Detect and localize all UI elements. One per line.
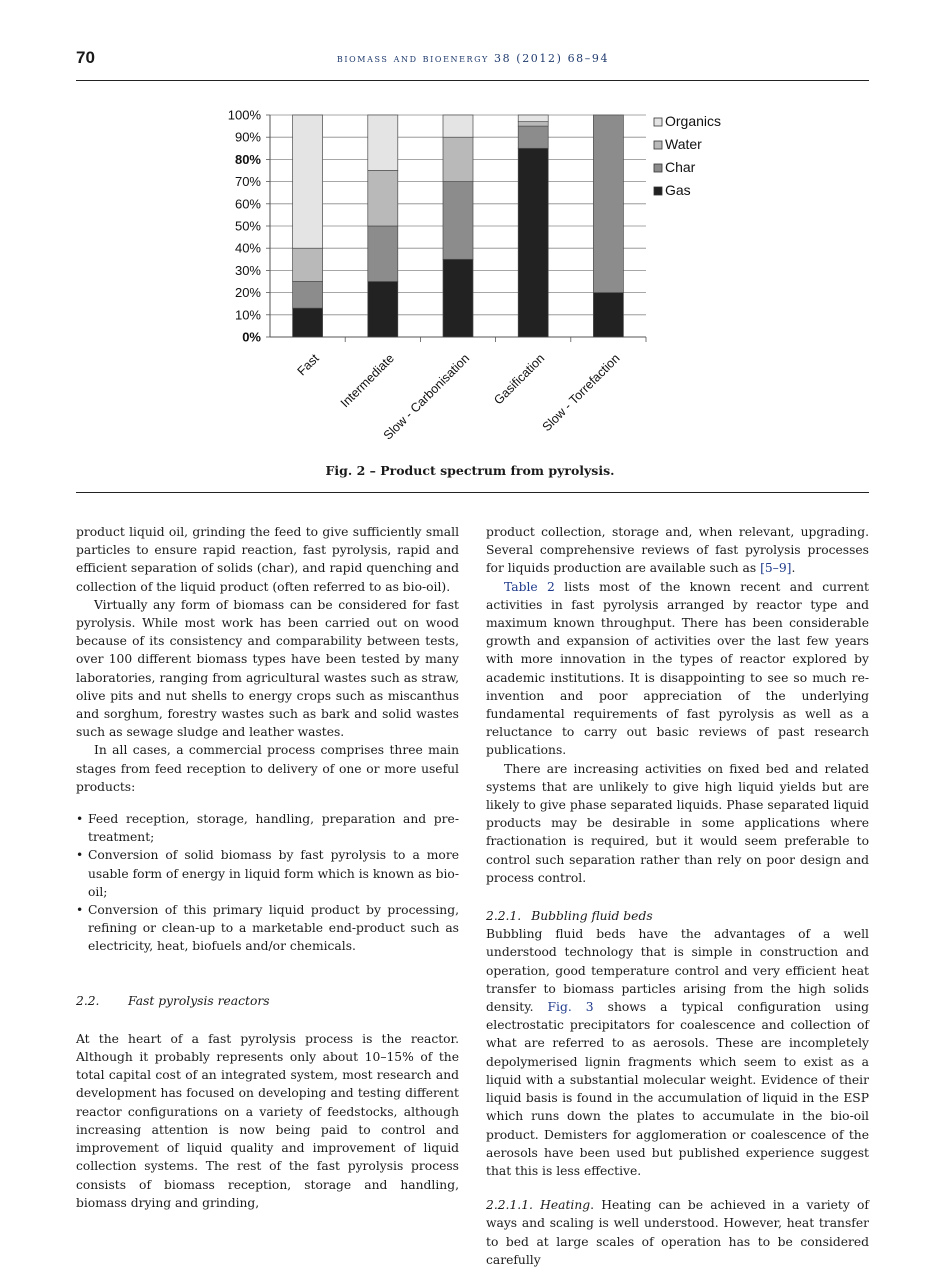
bar-segment-gas (593, 293, 623, 337)
list-item: • Conversion of solid biomass by fast pyrolysis to a more usable form of energy in liquid form which is known as bio-oil; (76, 846, 459, 901)
paragraph-text: . (791, 561, 796, 576)
x-tick-label: Fast (294, 351, 322, 379)
bar-segment-water (368, 171, 398, 227)
paragraph (486, 925, 869, 1180)
paragraph-text: lists most of the known recent and current activities in fast pyrolysis arranged by reactor type and maximum known throughput. There has been considerable growth and expansion of activities over the last few years with more innovation in the types of reactor explored by academic institutions. It is disappointing to see so much re-invention and poor appreciation of the underlying fundamental requirements of fast pyrolysis as well as a reluctance to carry out basic reviews of past research publications. (486, 579, 869, 758)
paragraph: product liquid oil, grinding the feed to give sufficiently small particles to ensure rapid reaction, fast pyrolysis, rapid and efficient separation of solids (char), and rapid quenching and collection of the liquid product (often referred to as bio-oil). (76, 525, 459, 594)
bar-segment-gas (518, 148, 548, 337)
y-tick-label: 70% (234, 174, 261, 190)
legend-label: Gas (665, 182, 691, 198)
y-tick-label: 100% (227, 107, 261, 123)
bar-segment-gas (293, 308, 323, 337)
bar-segment-organics (368, 115, 398, 171)
section-title: Fast pyrolysis reactors (128, 993, 270, 1008)
legend-swatch (654, 141, 662, 149)
y-tick-label: 30% (234, 262, 261, 278)
section-heading (76, 992, 459, 1010)
page-number: 70 (76, 48, 95, 67)
y-tick-label: 20% (234, 285, 261, 301)
paragraph: There are increasing activities on fixed bed and related systems that are unlikely to give high liquid yields but are likely to give phase separated liquids. Phase separated liquid products may be desirable in some applications where fractionation is required, but it would seem preferable to control such separation rather than rely on poor design and process control. (486, 761, 869, 885)
bar-segment-water (518, 122, 548, 126)
figure-caption: Fig. 2 – Product spectrum from pyrolysis. (325, 463, 615, 478)
paragraph-text: shows a typical configuration using electrostatic precipitators for coalescence and collection of what are referred to as aerosols. These are incompletely depolymerised lignin fragments which seem to exist as a liquid with a substantial molecular weight. Evidence of their liquid basis is found in the accumulation of liquid in the ESP which runs down the plates to accumulate in the bio-oil product. Demisters for agglomeration or coalescence of the aerosols have been used but published experience suggest that this is less effective. (486, 1000, 869, 1178)
paragraph: Virtually any form of biomass can be considered for fast pyrolysis. While most work has been carried out on wood because of its consistency and comparability between tests, over 100 different biomass types have been tested by many laboratories, ranging from agricultural wastes such as straw, olive pits and nut shells to energy crops such as miscanthus and sorghum, forestry wastes such as bark and solid wastes such as sewage sludge and leather wastes. (76, 597, 459, 740)
bar-segment-gas (368, 282, 398, 338)
header-rule (76, 80, 869, 81)
bar-segment-char (518, 126, 548, 148)
bar-segment-char (593, 115, 623, 293)
legend-swatch (654, 118, 662, 126)
running-head: biomass and bioenergy 38 (2012) 68–94 (336, 52, 610, 65)
subsection-number: 2.2.1. (486, 909, 522, 924)
bar-segment-char (443, 182, 473, 260)
paragraph-text: product collection, storage and, when relevant, upgrading. Several comprehensive reviews of fast pyrolysis processes for liquids production are available such as (486, 525, 869, 576)
list-item: • Conversion of this primary liquid product by processing, refining or clean-up to a marketable end-product such as electricity, heat, biofuels and/or chemicals. (76, 901, 459, 956)
paragraph (486, 523, 869, 578)
list-item: • Feed reception, storage, handling, preparation and pre-treatment; (76, 810, 459, 846)
bar-segment-char (368, 226, 398, 282)
bar-segment-water (293, 248, 323, 281)
reference-link[interactable]: [5–9] (760, 561, 792, 576)
subsection-title: Bubbling fluid beds (531, 909, 653, 924)
figure-chart (210, 98, 770, 462)
y-tick-label: 50% (234, 218, 261, 234)
figure-bottom-rule (76, 492, 869, 493)
paragraph: At the heart of a fast pyrolysis process is the reactor. Although it probably represents only about 10–15% of the total capital cost of an integrated system, most research and development has focused on developing and testing different reactor configurations on a variety of feedstocks, although increasing attention is now being paid to control and improvement of liquid quality and improvement of liquid collection systems. The rest of the fast pyrolysis process consists of biomass reception, storage and handling, biomass drying and grinding, (76, 1031, 459, 1210)
figure-link[interactable]: Fig. 3 (547, 1000, 594, 1015)
stacked-bar-chart (210, 98, 770, 458)
legend-label: Organics (665, 113, 722, 129)
subsection-heading (486, 907, 869, 925)
paragraph-text: Bubbling fluid beds have the advantages of a well understood technology that is simple in construction and operation, good temperature control and very efficient heat transfer to biomass particles arising from the high solids density. (486, 927, 869, 1015)
y-tick-label: 80% (234, 151, 261, 167)
paragraph (486, 578, 869, 760)
left-column (76, 523, 459, 1212)
legend-label: Char (665, 159, 696, 175)
table-link[interactable]: Table 2 (504, 579, 555, 594)
bar-segment-water (443, 137, 473, 181)
x-tick-label: Intermediate (337, 351, 397, 411)
paragraph-lead: 2.2.1.1. Heating (486, 1198, 591, 1213)
bar-segment-gas (443, 259, 473, 337)
y-tick-label: 40% (234, 240, 261, 256)
bar-segment-char (293, 282, 323, 309)
legend-swatch (654, 164, 662, 172)
y-tick-label: 0% (242, 329, 261, 345)
paragraph: In all cases, a commercial process comprises three main stages from feed reception to delivery of one or more useful products: (76, 743, 459, 794)
right-column (486, 523, 869, 1269)
paragraph (486, 1196, 869, 1269)
y-tick-label: 90% (234, 129, 261, 145)
section-number: 2.2. (76, 993, 100, 1008)
legend-swatch (654, 187, 662, 195)
y-tick-label: 10% (234, 307, 261, 323)
x-tick-label: Slow - Torrefaction (539, 351, 623, 435)
paragraph-text: . Heating can be achieved in a variety of ways and scaling is well understood. However, heat transfer to bed at large scales of operation has to be considered carefully (486, 1198, 869, 1267)
bar-segment-organics (443, 115, 473, 137)
bar-segment-organics (293, 115, 323, 248)
bullet-list (76, 810, 459, 956)
bar-segment-organics (518, 115, 548, 122)
x-tick-label: Slow - Carbonisation (380, 351, 473, 443)
y-tick-label: 60% (234, 196, 261, 212)
x-tick-label: Gasification (491, 351, 548, 408)
legend-label: Water (665, 136, 702, 152)
